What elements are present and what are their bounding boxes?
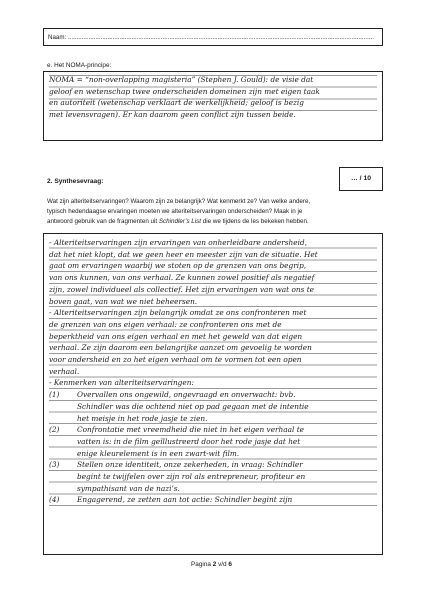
answer-line — [49, 272, 377, 284]
answer-line — [49, 319, 377, 331]
answer-line-text: gaat om ervaringen waarbij we stoten op de grenzen van ons begrip, — [49, 261, 307, 271]
answer-line — [49, 249, 377, 261]
answer-line — [49, 483, 377, 495]
answer-line-text: vatten is: in de film geïllustreerd door het rode jasje dat het — [77, 436, 301, 446]
answer-item-number: (1) — [49, 390, 60, 400]
noma-line: geloof en wetenschap twee onderscheiden domeinen zijn met eigen taak — [49, 86, 320, 96]
answer-line — [49, 342, 377, 354]
question-text: antwoord gebruik van de fragmenten uit — [47, 217, 159, 225]
answer-line — [49, 307, 377, 319]
footer-middle: v/d — [216, 561, 229, 568]
name-label: Naam: .................................................................................................................................................................................. — [48, 34, 374, 41]
question-text: die we tijdens de les bekeken hebben. — [201, 217, 309, 225]
answer-line-text: dat het niet klopt, dat we geen heer en meester zijn van de situatie. Het — [49, 249, 318, 259]
answer-line-text: voor andersheid en zo het eigen verhaal om te vormen tot een open — [49, 355, 302, 365]
answer-line — [49, 284, 377, 296]
answer-line — [49, 401, 377, 413]
noma-line: en autoriteit (wetenschap verklaart de werkelijkheid; geloof is bezig — [49, 98, 304, 108]
question-line: Wat zijn alteriteitservaringen? Waarom zijn ze belangrijk? Wat kenmerkt ze? Van welke andere, — [47, 198, 311, 205]
answer-line — [49, 389, 377, 401]
noma-answer-box — [43, 71, 383, 141]
answer-line — [49, 471, 377, 483]
noma-answer-text — [49, 74, 377, 121]
answer-line — [49, 296, 377, 308]
synthese-question — [47, 197, 385, 226]
answer-line-text: het meisje in het rode jasje te zien. — [77, 413, 208, 423]
answer-line-text: de grenzen van ons eigen verhaal: ze confronteren ons met de — [49, 319, 282, 329]
synthese-title: 2. Synthesevraag: — [47, 178, 104, 185]
page-footer — [0, 561, 423, 568]
answer-line — [49, 413, 377, 425]
answer-line — [49, 424, 377, 436]
answer-line-text: zijn, zowel individueel als collectief. Het zijn ervaringen van wat ons te — [49, 284, 314, 294]
answer-line-text: verhaal. — [49, 366, 80, 376]
answer-line — [49, 354, 377, 366]
footer-page-number: 2 — [212, 561, 217, 568]
score-value: … / 10 — [350, 175, 372, 182]
answer-item-number: (2) — [49, 425, 60, 435]
answer-line-text: sympathisant van de nazi’s. — [77, 483, 180, 493]
answer-line-text: enige kleurelement is in een zwart-wit film. — [77, 448, 240, 458]
answer-line-text: beperktheid van ons eigen verhaal en met het geweld van dat eigen — [49, 331, 303, 341]
answer-line-text: Engagerend, ze zetten aan tot actie: Schindler begint zijn — [77, 495, 293, 505]
answer-line — [49, 436, 377, 448]
answer-line — [49, 331, 377, 343]
noma-section-label: e. Het NOMA-principe: — [47, 62, 112, 69]
answer-line — [49, 377, 377, 389]
noma-line: met levensvragen). Er kan daarom geen conflict zijn tussen beide. — [49, 110, 296, 120]
answer-line-text: - Alteriteitservaringen zijn belangrijk omdat ze ons confronteren met — [49, 308, 307, 318]
answer-line-text: Schindler was die ochtend niet op pad gegaan met de intentie — [77, 401, 309, 411]
footer-prefix: Pagina — [191, 561, 213, 568]
noma-line: NOMA = “non-overlapping magisteria” (Stephen J. Gould): de visie dat — [49, 75, 314, 84]
answer-item-number: (4) — [49, 495, 60, 505]
answer-line-text: verhaal. Ze zijn daarom een belangrijke aanzet om gevoelig te worden — [49, 343, 312, 353]
answer-line — [49, 237, 377, 249]
answer-line-text: van ons kunnen, van ons verhaal. Ze kunnen zowel positief als negatief — [49, 273, 315, 283]
answer-line — [49, 459, 377, 471]
answer-line-text: Overvallen ons ongewild, ongevraagd en onverwacht: bvb. — [77, 390, 296, 400]
answer-line-text: begint te twijfelen over zijn rol als entrepreneur, profiteur en — [77, 472, 306, 482]
answer-line — [49, 494, 377, 506]
answer-line-text: Stellen onze identiteit, onze zekerheden, in vraag: Schindler — [77, 460, 303, 470]
answer-line-text: Confrontatie met vreemdheid die niet in het eigen verhaal te — [77, 425, 305, 435]
answer-line-text: boven gaat, van wat we niet beheersen. — [49, 296, 198, 306]
answer-line — [49, 366, 377, 378]
answer-line — [49, 448, 377, 460]
score-box — [339, 167, 383, 191]
answer-line — [49, 260, 377, 272]
answer-line-text: - Kenmerken van alteriteitservaringen: — [49, 378, 194, 388]
footer-page-total: 6 — [228, 561, 232, 568]
question-line: typisch hedendaagse ervaringen moeten we alteriteitservaringen onderscheiden? Maak in je — [47, 207, 303, 215]
synthese-answer-box — [43, 233, 383, 555]
name-field[interactable] — [43, 28, 383, 46]
film-title: Schindler’s List — [158, 217, 202, 225]
synthese-answer-text — [49, 237, 377, 506]
question-line — [47, 217, 385, 227]
answer-line-text: - Alteriteitservaringen zijn ervaringen van onherleidbare andersheid, — [49, 238, 307, 247]
answer-item-number: (3) — [49, 460, 60, 470]
